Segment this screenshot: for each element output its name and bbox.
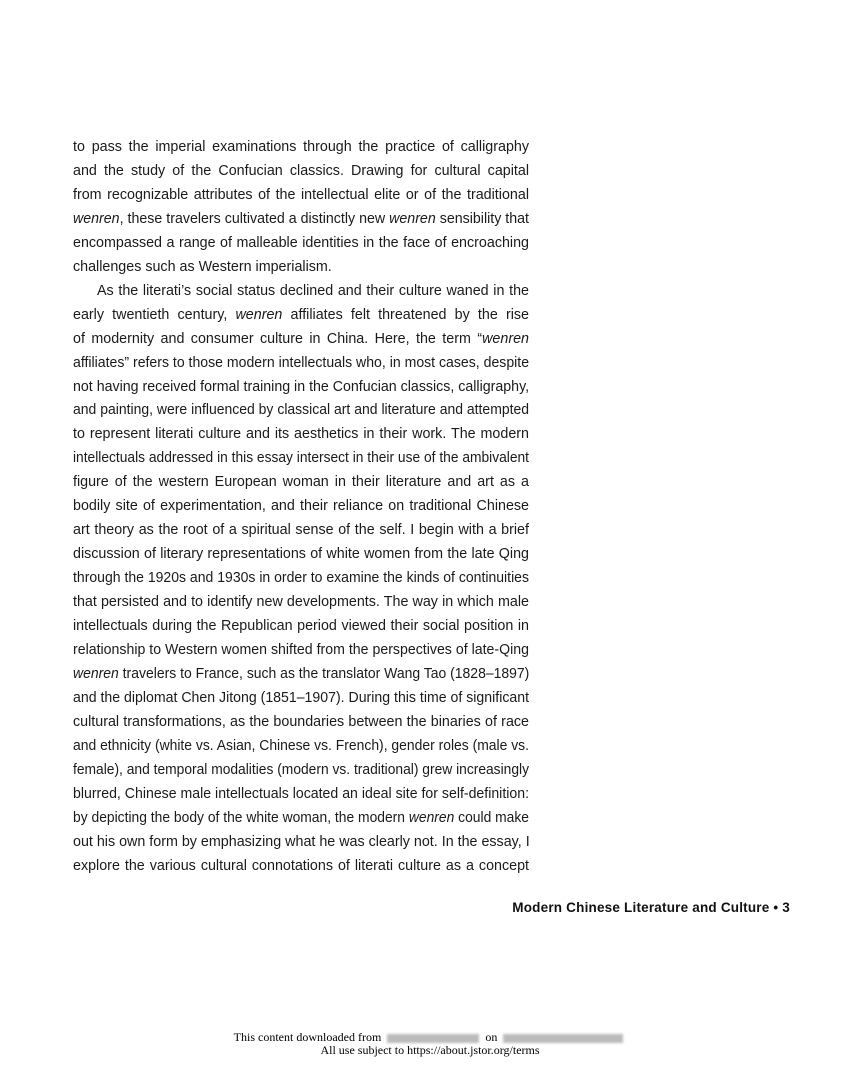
- text-line: [73, 831, 529, 855]
- text-line: [73, 639, 529, 663]
- download-prefix: This content downloaded from: [233, 1030, 382, 1044]
- text-segment: relationship to Western women shifted from the perspectives of late-Qing: [73, 642, 529, 659]
- text-line: [73, 759, 529, 783]
- text-line: [73, 687, 529, 711]
- italic-term: wenren: [408, 809, 455, 826]
- text-line: [73, 232, 529, 256]
- text-segment: sensibility that: [435, 210, 529, 227]
- text-segment: out his own form by emphasizing what he was clearly not. In the essay, I: [73, 833, 530, 850]
- redacted-ip: [387, 1034, 479, 1043]
- text-segment: and the diplomat Chen Jitong (1851–1907). During this time of significant: [73, 689, 529, 706]
- text-segment: and ethnicity (white vs. Asian, Chinese vs. French), gender roles (male vs.: [73, 737, 529, 754]
- text-segment: discussion of literary representations of white women from the late Qing: [73, 546, 529, 563]
- italic-term: wenren: [482, 330, 529, 347]
- text-line: [73, 399, 529, 423]
- text-line: [73, 543, 529, 567]
- text-segment: of modernity and consumer culture in China. Here, the term “: [73, 330, 483, 347]
- text-line: [73, 208, 529, 232]
- italic-term: wenren: [73, 665, 119, 682]
- running-footer: Modern Chinese Literature and Culture • 3: [512, 900, 790, 915]
- body-text: [73, 136, 529, 879]
- text-line: [73, 807, 529, 831]
- text-line: [73, 376, 529, 400]
- text-line: [73, 184, 529, 208]
- paragraph: [73, 136, 529, 280]
- redacted-date: [503, 1034, 623, 1043]
- text-line: [73, 735, 529, 759]
- text-segment: affiliates” refers to those modern intellectuals who, in most cases, despite: [73, 354, 530, 371]
- italic-term: wenren: [235, 306, 283, 323]
- text-line: [73, 591, 529, 615]
- text-segment: art theory as the root of a spiritual sense of the self. I begin with a brief: [73, 522, 529, 539]
- text-segment: and painting, were influenced by classical art and literature and attempted: [73, 402, 529, 419]
- text-line: [73, 783, 529, 807]
- text-line: [73, 256, 529, 280]
- text-line: [73, 471, 529, 495]
- text-segment: As the literati’s social status declined and their culture waned in the: [97, 282, 529, 299]
- text-segment: cultural transformations, as the boundaries between the binaries of race: [73, 713, 529, 730]
- text-segment: from recognizable attributes of the intellectual elite or of the traditional: [73, 186, 529, 203]
- text-segment: encompassed a range of malleable identities in the face of encroaching: [73, 234, 529, 251]
- text-segment: explore the various cultural connotations of literati culture as a concept: [73, 857, 529, 874]
- text-segment: affiliates felt threatened by the rise: [282, 306, 529, 323]
- italic-term: wenren: [73, 210, 120, 227]
- text-segment: blurred, Chinese male intellectuals located an ideal site for self-definition:: [73, 785, 529, 802]
- text-segment: intellectuals addressed in this essay intersect in their use of the ambivalent: [73, 450, 529, 467]
- text-line: [73, 280, 529, 304]
- text-line: [73, 519, 529, 543]
- text-line: [73, 136, 529, 160]
- text-segment: by depicting the body of the white woman, the modern: [73, 809, 409, 826]
- text-segment: bodily site of experimentation, and their reliance on traditional Chinese: [73, 498, 529, 515]
- jstor-notice: [0, 1031, 860, 1057]
- text-segment: early twentieth century,: [73, 306, 236, 323]
- text-line: [73, 423, 529, 447]
- text-line: [73, 447, 529, 471]
- text-line: [73, 352, 529, 376]
- text-line: [73, 855, 529, 879]
- text-segment: travelers to France, such as the translator Wang Tao (1828–1897): [118, 665, 530, 682]
- text-line: [73, 160, 529, 184]
- download-line: [0, 1031, 860, 1044]
- text-line: [73, 711, 529, 735]
- text-segment: not having received formal training in the Confucian classics, calligraphy,: [73, 378, 530, 395]
- text-line: [73, 615, 529, 639]
- text-segment: female), and temporal modalities (modern vs. traditional) grew increasingly: [73, 761, 529, 778]
- text-segment: , these travelers cultivated a distinctly new: [119, 210, 390, 227]
- download-on: on: [485, 1030, 498, 1044]
- text-line: [73, 495, 529, 519]
- text-segment: and the study of the Confucian classics. Drawing for cultural capital: [73, 162, 529, 179]
- text-line: [73, 663, 529, 687]
- text-segment: intellectuals during the Republican period viewed their social position in: [73, 618, 529, 635]
- italic-term: wenren: [389, 210, 436, 227]
- terms-line: All use subject to https://about.jstor.org/terms: [320, 1043, 540, 1057]
- text-segment: could make: [454, 809, 529, 826]
- text-line: [73, 567, 529, 591]
- text-segment: to represent literati culture and its aesthetics in their work. The modern: [73, 426, 529, 443]
- text-segment: figure of the western European woman in their literature and art as a: [73, 474, 529, 491]
- text-line: [73, 304, 529, 328]
- text-segment: that persisted and to identify new developments. The way in which male: [73, 594, 529, 611]
- text-segment: through the 1920s and 1930s in order to examine the kinds of continuities: [73, 570, 529, 587]
- paragraph: [73, 280, 529, 879]
- text-segment: challenges such as Western imperialism.: [73, 258, 332, 275]
- text-line: [73, 328, 529, 352]
- text-segment: to pass the imperial examinations through the practice of calligraphy: [73, 139, 529, 155]
